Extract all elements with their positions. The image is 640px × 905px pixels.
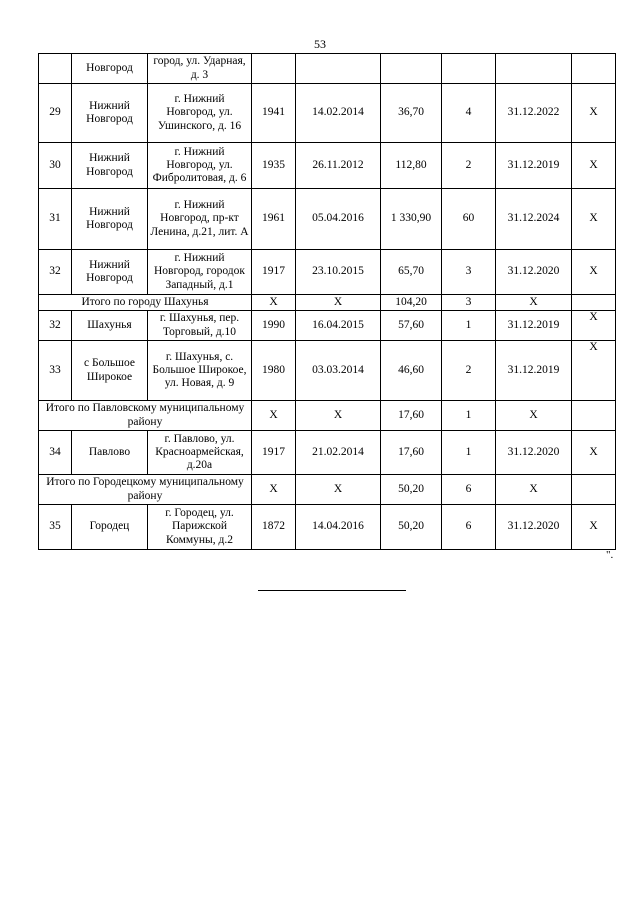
cell-address: г. Павлово, ул. Красноармейская, д.20а — [148, 431, 252, 475]
cell-deadline: 31.12.2020 — [496, 250, 572, 295]
cell-address: г. Нижний Новгород, ул. Фибролитовая, д. 6 — [148, 143, 252, 189]
cell-area: 104,20 — [381, 295, 442, 311]
cell-year: 1872 — [252, 505, 296, 550]
cell-count — [442, 54, 496, 84]
table-row — [39, 431, 616, 475]
cell-count: 1 — [442, 311, 496, 341]
cell-year: 1935 — [252, 143, 296, 189]
cell-date: X — [296, 475, 381, 505]
cell-mark — [572, 475, 616, 505]
table-row — [39, 189, 616, 250]
table-row — [39, 505, 616, 550]
cell-deadline: X — [496, 475, 572, 505]
cell-area: 50,20 — [381, 505, 442, 550]
cell-mark — [572, 401, 616, 431]
cell-count: 6 — [442, 505, 496, 550]
cell-locality: Павлово — [72, 431, 148, 475]
cell-count: 3 — [442, 295, 496, 311]
cell-year: 1917 — [252, 431, 296, 475]
cell-address: г. Шахунья, пер. Торговый, д.10 — [148, 311, 252, 341]
cell-mark: X — [572, 250, 616, 295]
cell-address: г. Шахунья, с. Большое Широкое, ул. Новая, д. 9 — [148, 341, 252, 401]
subtotal-label: Итого по Павловскому муниципальному району — [39, 401, 252, 431]
table-row — [39, 54, 616, 84]
table-row — [39, 143, 616, 189]
cell-area: 57,60 — [381, 311, 442, 341]
subtotal-row — [39, 475, 616, 505]
cell-count: 60 — [442, 189, 496, 250]
cell-year: 1990 — [252, 311, 296, 341]
cell-date: 21.02.2014 — [296, 431, 381, 475]
cell-mark — [572, 295, 616, 311]
cell-year — [252, 54, 296, 84]
cell-year: X — [252, 401, 296, 431]
cell-year: 1961 — [252, 189, 296, 250]
cell-mark: X — [572, 341, 616, 401]
cell-date — [296, 54, 381, 84]
cell-mark: X — [572, 189, 616, 250]
cell-number: 32 — [39, 311, 72, 341]
cell-area: 65,70 — [381, 250, 442, 295]
cell-deadline: X — [496, 295, 572, 311]
cell-number — [39, 54, 72, 84]
cell-locality: Шахунья — [72, 311, 148, 341]
page-number: 53 — [314, 37, 326, 51]
subtotal-label: Итого по городу Шахунья — [39, 295, 252, 311]
table-row — [39, 250, 616, 295]
cell-year: X — [252, 295, 296, 311]
cell-area: 17,60 — [381, 401, 442, 431]
cell-date: 23.10.2015 — [296, 250, 381, 295]
cell-count: 1 — [442, 401, 496, 431]
closing-quote-mark: ". — [606, 549, 614, 561]
cell-area: 36,70 — [381, 84, 442, 143]
cell-mark: X — [572, 431, 616, 475]
cell-date: 03.03.2014 — [296, 341, 381, 401]
cell-mark: X — [572, 505, 616, 550]
cell-count: 1 — [442, 431, 496, 475]
cell-number: 31 — [39, 189, 72, 250]
cell-address: г. Нижний Новгород, городок Западный, д.1 — [148, 250, 252, 295]
cell-year: 1980 — [252, 341, 296, 401]
cell-deadline: 31.12.2019 — [496, 311, 572, 341]
cell-locality: Нижний Новгород — [72, 250, 148, 295]
cell-deadline: 31.12.2019 — [496, 341, 572, 401]
table-row — [39, 311, 616, 341]
cell-count: 2 — [442, 341, 496, 401]
cell-number: 33 — [39, 341, 72, 401]
cell-deadline: 31.12.2020 — [496, 431, 572, 475]
cell-count: 2 — [442, 143, 496, 189]
cell-deadline: X — [496, 401, 572, 431]
cell-deadline: 31.12.2020 — [496, 505, 572, 550]
cell-date: 16.04.2015 — [296, 311, 381, 341]
cell-date: X — [296, 295, 381, 311]
cell-date: 26.11.2012 — [296, 143, 381, 189]
cell-area: 17,60 — [381, 431, 442, 475]
cell-number: 32 — [39, 250, 72, 295]
separator-line — [258, 590, 406, 591]
subtotal-row — [39, 401, 616, 431]
cell-year: 1917 — [252, 250, 296, 295]
cell-number: 30 — [39, 143, 72, 189]
cell-area: 1 330,90 — [381, 189, 442, 250]
cell-date: 05.04.2016 — [296, 189, 381, 250]
cell-locality: Новгород — [72, 54, 148, 84]
cell-address: г. Нижний Новгород, ул. Ушинского, д. 16 — [148, 84, 252, 143]
cell-deadline: 31.12.2019 — [496, 143, 572, 189]
cell-locality: Нижний Новгород — [72, 143, 148, 189]
cell-mark: X — [572, 311, 616, 341]
table-row — [39, 341, 616, 401]
cell-deadline: 31.12.2022 — [496, 84, 572, 143]
cell-year: 1941 — [252, 84, 296, 143]
cell-area: 112,80 — [381, 143, 442, 189]
cell-area: 46,60 — [381, 341, 442, 401]
subtotal-row — [39, 295, 616, 311]
cell-area — [381, 54, 442, 84]
cell-address: г. Нижний Новгород, пр-кт Ленина, д.21, лит. А — [148, 189, 252, 250]
cell-address: город, ул. Ударная, д. 3 — [148, 54, 252, 84]
cell-mark — [572, 54, 616, 84]
cell-locality: Городец — [72, 505, 148, 550]
cell-address: г. Городец, ул. Парижской Коммуны, д.2 — [148, 505, 252, 550]
housing-table — [38, 53, 616, 550]
subtotal-label: Итого по Городецкому муниципальному району — [39, 475, 252, 505]
table-row — [39, 84, 616, 143]
cell-number: 29 — [39, 84, 72, 143]
cell-mark: X — [572, 84, 616, 143]
cell-year: X — [252, 475, 296, 505]
cell-deadline: 31.12.2024 — [496, 189, 572, 250]
cell-date: 14.02.2014 — [296, 84, 381, 143]
cell-date: X — [296, 401, 381, 431]
cell-number: 34 — [39, 431, 72, 475]
cell-mark: X — [572, 143, 616, 189]
cell-locality: с Большое Широкое — [72, 341, 148, 401]
cell-count: 3 — [442, 250, 496, 295]
cell-locality: Нижний Новгород — [72, 189, 148, 250]
cell-date: 14.04.2016 — [296, 505, 381, 550]
cell-deadline — [496, 54, 572, 84]
cell-area: 50,20 — [381, 475, 442, 505]
cell-number: 35 — [39, 505, 72, 550]
cell-count: 4 — [442, 84, 496, 143]
cell-count: 6 — [442, 475, 496, 505]
cell-locality: Нижний Новгород — [72, 84, 148, 143]
